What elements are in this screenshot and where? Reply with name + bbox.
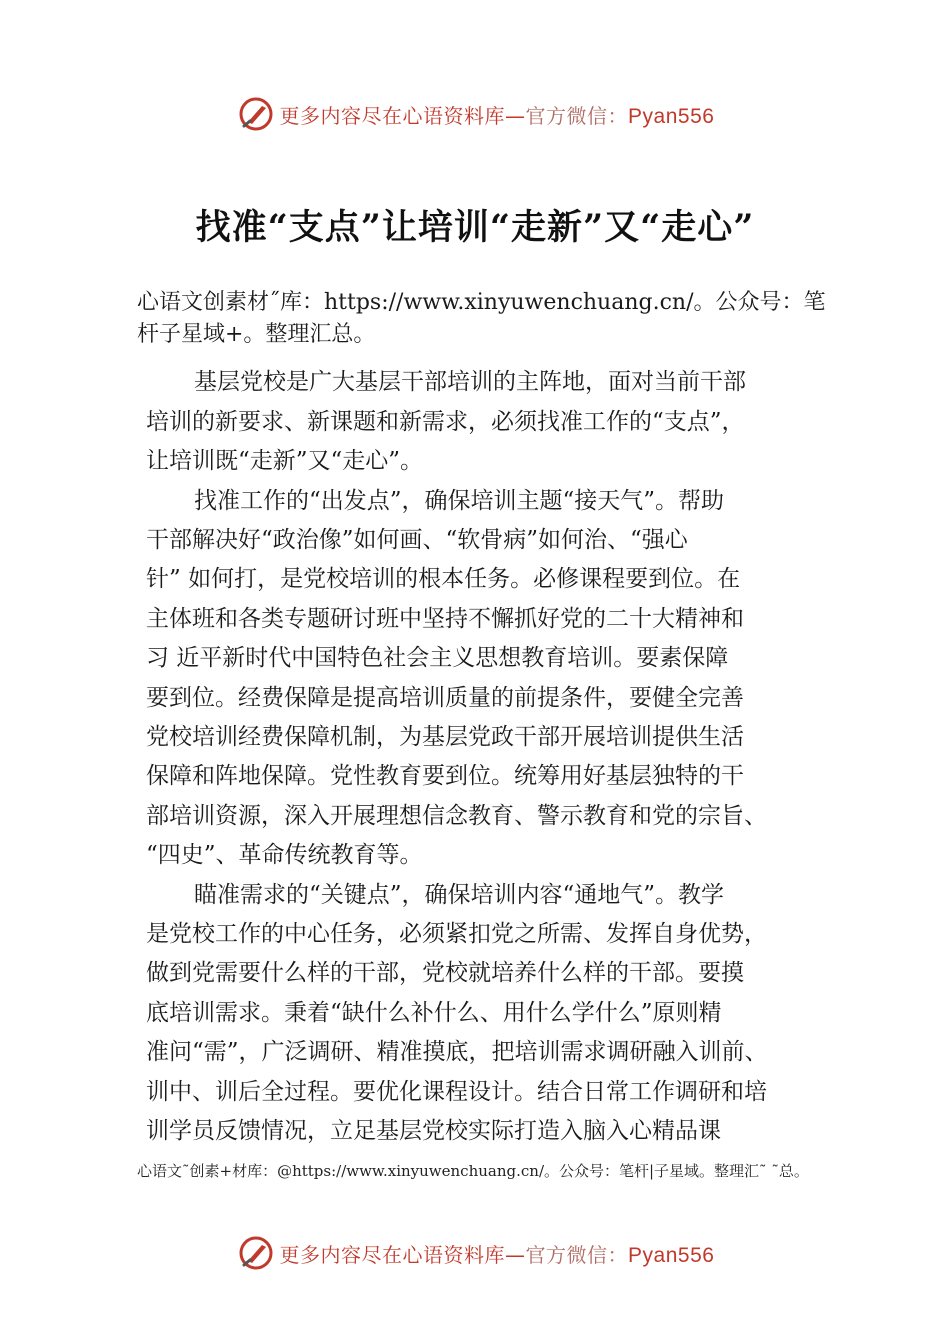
source-line: 心语文创素材˝库：https://www.xinyuwenchuang.cn/。公众号：笔杆子星域+。整理汇总。 [137, 290, 826, 347]
body-line: 党校培训经费保障机制，为基层党政干部开展培训提供生活 [146, 724, 744, 750]
body-line: 针” 如何打，是党校培训的根本任务。必修课程要到位。在 [146, 566, 741, 592]
body-line: 习 近平新时代中国特色社会主义思想教育培训。要素保障 [146, 645, 729, 671]
body-line: “四史”、革命传统教育等。 [146, 842, 423, 868]
document-title: 找准“支点”让培训“走新”又“走心” [195, 207, 755, 248]
body-line: 底培训需求。秉着“缺什么补什么、用什么学什么”原则精 [146, 1000, 722, 1026]
footer-source-note: 心语文˜创素+材库：@https://www.xinyuwenchuang.cn/。公众号：笔杆|子星域。整理汇˜ ˜总。 [137, 1162, 809, 1180]
body-line: 培训的新要求、新课题和新需求，必须找准工作的“支点”， [146, 409, 745, 435]
body-line: 干部解决好“政治像”如何画、“软骨病”如何治、“强心 [146, 527, 688, 553]
body-line: 准问“需”，广泛调研、精准摸底，把培训需求调研融入训前、 [146, 1039, 768, 1065]
body-line: 让培训既“走新”又“走心”。 [146, 448, 424, 474]
body-line: 训学员反馈情况，立足基层党校实际打造入脑入心精品课 [146, 1118, 721, 1144]
body-line: 瞄准需求的“关键点”，确保培训内容“通地气”。教学 [194, 882, 725, 908]
body-line: 要到位。经费保障是提高培训质量的前提条件，要健全完善 [146, 685, 744, 711]
body-line: 做到党需要什么样的干部，党校就培养什么样的干部。要摸 [146, 960, 744, 986]
body-line: 训中、训后全过程。要优化课程设计。结合日常工作调研和培 [146, 1079, 767, 1105]
body-line: 是党校工作的中心任务，必须紧扣党之所需、发挥自身优势， [146, 921, 767, 947]
body-line: 主体班和各类专题研讨班中坚持不懈抓好党的二十大精神和 [146, 606, 744, 632]
banner-text: 更多内容尽在心语资料库—官方微信：Pyan556 [279, 103, 715, 128]
pen-nib-logo-icon [236, 1233, 276, 1273]
banner-text: 更多内容尽在心语资料库—官方微信：Pyan556 [279, 1242, 715, 1267]
pen-nib-logo-icon [236, 94, 276, 134]
header-banner [0, 92, 950, 136]
body-line: 保障和阵地保障。党性教育要到位。统筹用好基层独特的干 [146, 763, 744, 789]
body-line: 部培训资源，深入开展理想信念教育、警示教育和党的宗旨、 [146, 803, 767, 829]
body-line: 基层党校是广大基层干部培训的主阵地，面对当前干部 [194, 369, 746, 395]
body-line: 找准工作的“出发点”，确保培训主题“接天气”。帮助 [194, 488, 725, 514]
footer-banner [0, 1231, 950, 1275]
